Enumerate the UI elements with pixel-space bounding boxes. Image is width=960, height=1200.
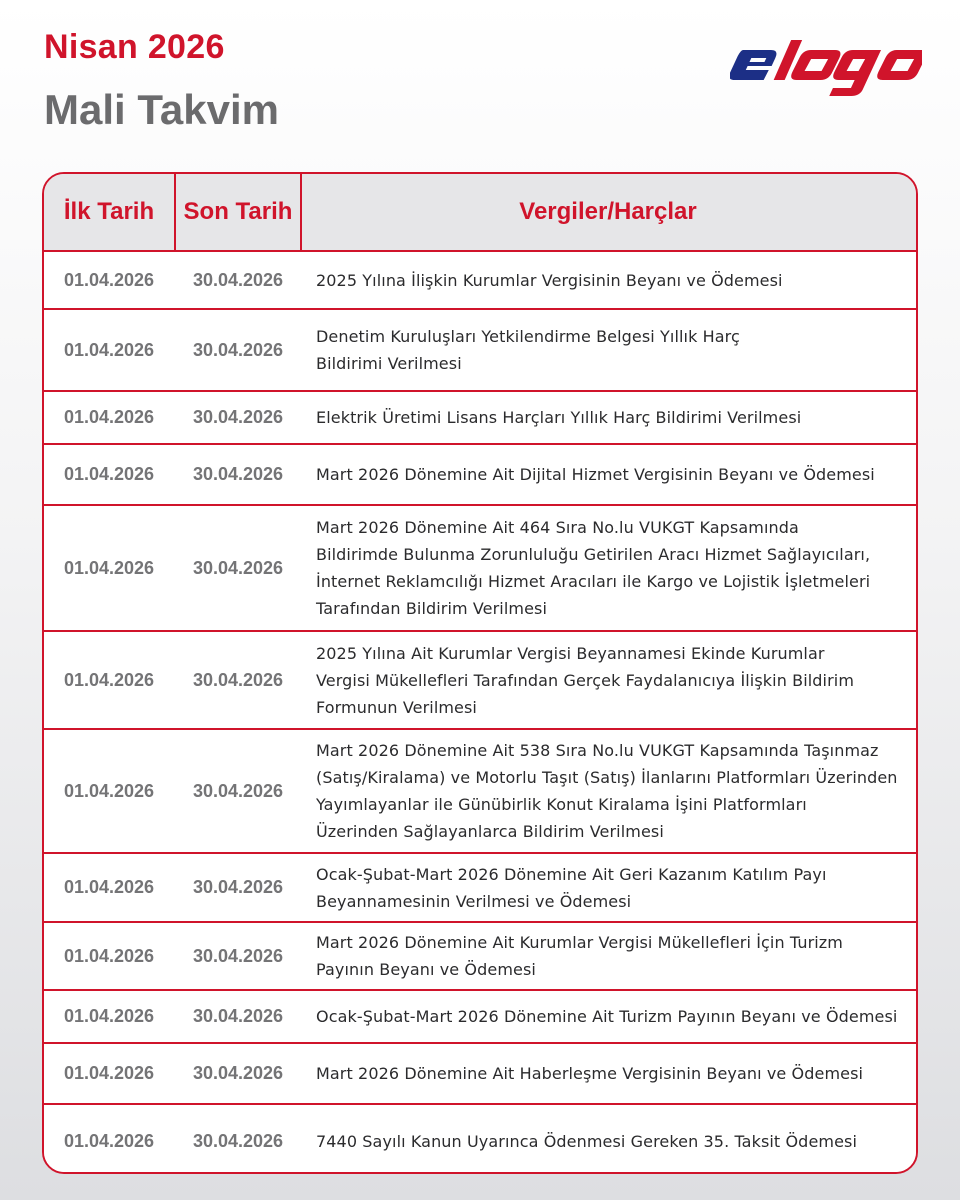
description-line: Üzerinden Sağlayanlarca Bildirim Verilmesi [316,822,664,841]
end-date: 30.04.2026 [192,407,284,427]
end-date: 30.04.2026 [192,1131,284,1151]
tax-description [302,854,918,921]
end-date: 30.04.2026 [192,269,284,290]
end-date: 30.04.2026 [192,464,284,484]
start-date: 01.04.2026 [63,945,155,966]
description-line: Tarafından Bildirim Verilmesi [316,599,548,618]
start-date: 01.04.2026 [63,1063,155,1083]
tax-description [302,632,918,728]
start-date: 01.04.2026 [63,669,155,690]
start-date: 01.04.2026 [63,780,155,801]
description-line: Yayımlayanlar ile Günübirlik Konut Kiralama İşini Platformları [316,795,807,814]
description-line: Mart 2026 Dönemine Ait 464 Sıra No.lu VUKGT Kapsamında [316,518,799,537]
tax-calendar-table [42,172,918,1174]
start-date: 01.04.2026 [63,269,155,290]
description-line: 2025 Yılına Ait Kurumlar Vergisi Beyannamesi Ekinde Kurumlar [316,643,825,663]
end-date: 30.04.2026 [192,557,284,578]
description-line: Ocak-Şubat-Mart 2026 Dönemine Ait Geri Kazanım Katılım Payı [316,864,827,884]
table-row [44,728,918,852]
end-date: 30.04.2026 [192,945,284,966]
table-row [44,250,918,308]
end-date: 30.04.2026 [192,669,284,690]
description-line: Payının Beyanı ve Ödemesi [316,960,536,979]
description-line: (Satış/Kiralama) ve Motorlu Taşıt (Satış) İlanlarını Platformları Üzerinden [316,768,898,787]
table-row [44,1042,918,1103]
tax-description [302,730,918,852]
description-line: Mart 2026 Dönemine Ait 538 Sıra No.lu VUKGT Kapsamında Taşınmaz [316,741,879,760]
description-line: Bildirimde Bulunma Zorunluluğu Getirilen Aracı Hizmet Sağlayıcıları, [316,545,871,564]
start-date: 01.04.2026 [63,464,155,484]
page-title: Mali Takvim [44,86,279,133]
header-end-date: Son Tarih [183,198,293,225]
description-line: Mart 2026 Dönemine Ait Haberleşme Vergisinin Beyanı ve Ödemesi [316,1064,864,1083]
header-taxes: Vergiler/Harçlar [519,198,697,225]
end-date: 30.04.2026 [192,339,284,360]
description-line: Bildirimi Verilmesi [316,354,462,373]
elogo-logo [730,36,922,98]
end-date: 30.04.2026 [192,1006,284,1026]
tax-description [302,252,918,308]
start-date: 01.04.2026 [63,877,155,897]
tax-description [302,1044,918,1103]
start-date: 01.04.2026 [63,339,155,360]
start-date: 01.04.2026 [63,1006,155,1026]
table-row [44,630,918,728]
tax-description [302,923,918,989]
tax-description [302,392,918,443]
table-row [44,504,918,630]
table-row [44,1103,918,1174]
description-line: Vergisi Mükellefleri Tarafından Gerçek Faydalanıcıya İlişkin Bildirim [316,670,855,690]
tax-description [302,1105,918,1174]
description-line: İnternet Reklamcılığı Hizmet Aracıları ile Kargo ve Lojistik İşletmeleri [316,572,871,591]
end-date: 30.04.2026 [192,1063,284,1083]
end-date: 30.04.2026 [192,780,284,801]
tax-description [302,445,918,504]
description-line: Ocak-Şubat-Mart 2026 Dönemine Ait Turizm Payının Beyanı ve Ödemesi [316,1007,898,1026]
description-line: Mart 2026 Dönemine Ait Kurumlar Vergisi Mükellefleri İçin Turizm [316,933,843,952]
description-line: Beyannamesinin Verilmesi ve Ödemesi [316,891,632,911]
table-row [44,390,918,443]
tax-description [302,310,918,390]
tax-description [302,506,918,630]
table-row [44,921,918,989]
table-row [44,989,918,1042]
start-date: 01.04.2026 [63,407,155,427]
table-row [44,443,918,504]
header-start-date: İlk Tarih [63,198,155,225]
tax-description [302,991,918,1042]
table-row [44,308,918,390]
start-date: 01.04.2026 [63,557,155,578]
description-line: Elektrik Üretimi Lisans Harçları Yıllık Harç Bildirimi Verilmesi [316,408,802,427]
month-title: Nisan 2026 [44,28,225,66]
start-date: 01.04.2026 [63,1131,155,1151]
table-row [44,852,918,921]
description-line: 7440 Sayılı Kanun Uyarınca Ödenmesi Gereken 35. Taksit Ödemesi [316,1132,857,1151]
description-line: Formunun Verilmesi [316,697,477,717]
description-line: Denetim Kuruluşları Yetkilendirme Belgesi Yıllık Harç [316,327,740,346]
description-line: Mart 2026 Dönemine Ait Dijital Hizmet Vergisinin Beyanı ve Ödemesi [316,465,875,484]
end-date: 30.04.2026 [192,877,284,897]
description-line: 2025 Yılına İlişkin Kurumlar Vergisinin Beyanı ve Ödemesi [316,270,783,290]
